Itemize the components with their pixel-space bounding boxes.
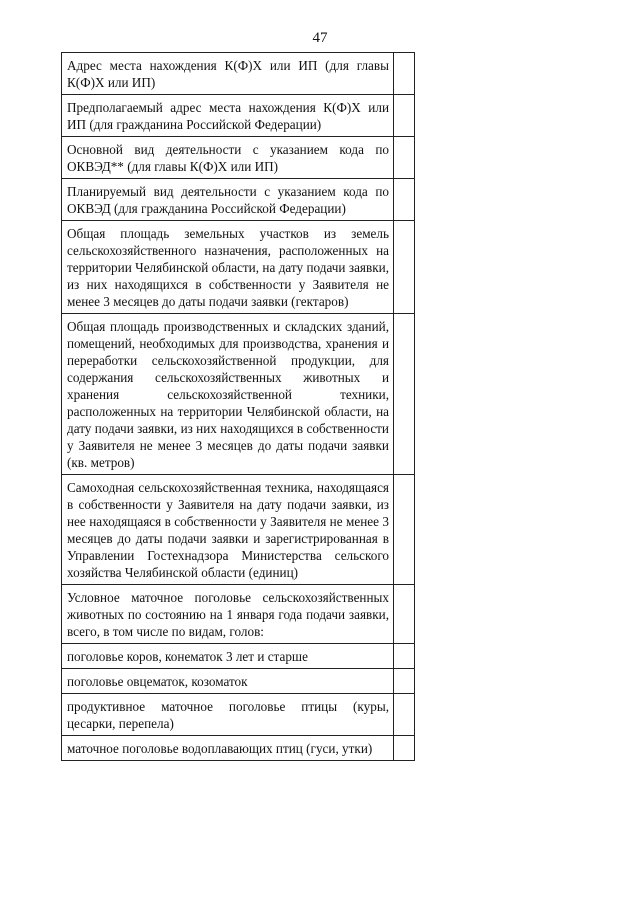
row-value-field[interactable] <box>394 669 415 694</box>
row-label: Адрес места нахождения К(Ф)Х или ИП (для главы К(Ф)Х или ИП) <box>62 53 394 95</box>
row-label: Основной вид деятельности с указанием кода по ОКВЭД** (для главы К(Ф)Х или ИП) <box>62 137 394 179</box>
application-form-table <box>61 52 415 761</box>
table-row <box>62 53 415 95</box>
row-label: Общая площадь земельных участков из земель сельскохозяйственного назначения, расположенных на территории Челябинской области, на дату подачи заявки, из них находящихся в собственности у Заявителя не менее 3 месяцев до даты подачи заявки (гектаров) <box>62 221 394 314</box>
row-label: Планируемый вид деятельности с указанием кода по ОКВЭД (для гражданина Российской Федерации) <box>62 179 394 221</box>
table-row <box>62 669 415 694</box>
row-value-field[interactable] <box>394 736 415 761</box>
row-label: маточное поголовье водоплавающих птиц (гуси, утки) <box>62 736 394 761</box>
row-value-field[interactable] <box>394 95 415 137</box>
page-number: 47 <box>312 30 328 46</box>
row-value-field[interactable] <box>394 644 415 669</box>
table-row <box>62 585 415 644</box>
row-label: продуктивное маточное поголовье птицы (куры, цесарки, перепела) <box>62 694 394 736</box>
table-row <box>62 179 415 221</box>
row-label: Предполагаемый адрес места нахождения К(Ф)Х или ИП (для гражданина Российской Федерации) <box>62 95 394 137</box>
table-row <box>62 314 415 475</box>
row-value-field[interactable] <box>394 137 415 179</box>
row-value-field[interactable] <box>394 314 415 475</box>
table-row <box>62 475 415 585</box>
table-row <box>62 736 415 761</box>
table-row <box>62 95 415 137</box>
row-value-field[interactable] <box>394 585 415 644</box>
row-value-field[interactable] <box>394 179 415 221</box>
row-label: Самоходная сельскохозяйственная техника, находящаяся в собственности у Заявителя на дату подачи заявки, из нее находящаяся в собственности у Заявителя не менее 3 месяцев до даты подачи заявки и зарегистрированная в Управлении Гостехнадзора Министерства сельского хозяйства Челябинской области (единиц) <box>62 475 394 585</box>
row-label: Условное маточное поголовье сельскохозяйственных животных по состоянию на 1 января года подачи заявки, всего, в том числе по видам, голов: <box>62 585 394 644</box>
table-row <box>62 221 415 314</box>
row-label: Общая площадь производственных и складских зданий, помещений, необходимых для производства, хранения и переработки сельскохозяйственной продукции, для содержания сельскохозяйственных животных и хранения сельскохозяйственной техники, расположенных на территории Челябинской области, на дату подачи заявки, из них находящихся в собственности у Заявителя не менее 3 месяцев до даты подачи заявки (кв. метров) <box>62 314 394 475</box>
table-row <box>62 137 415 179</box>
row-value-field[interactable] <box>394 53 415 95</box>
row-label: поголовье овцематок, козоматок <box>62 669 394 694</box>
row-label: поголовье коров, конематок 3 лет и старше <box>62 644 394 669</box>
table-row <box>62 694 415 736</box>
table-row <box>62 644 415 669</box>
row-value-field[interactable] <box>394 221 415 314</box>
row-value-field[interactable] <box>394 694 415 736</box>
row-value-field[interactable] <box>394 475 415 585</box>
